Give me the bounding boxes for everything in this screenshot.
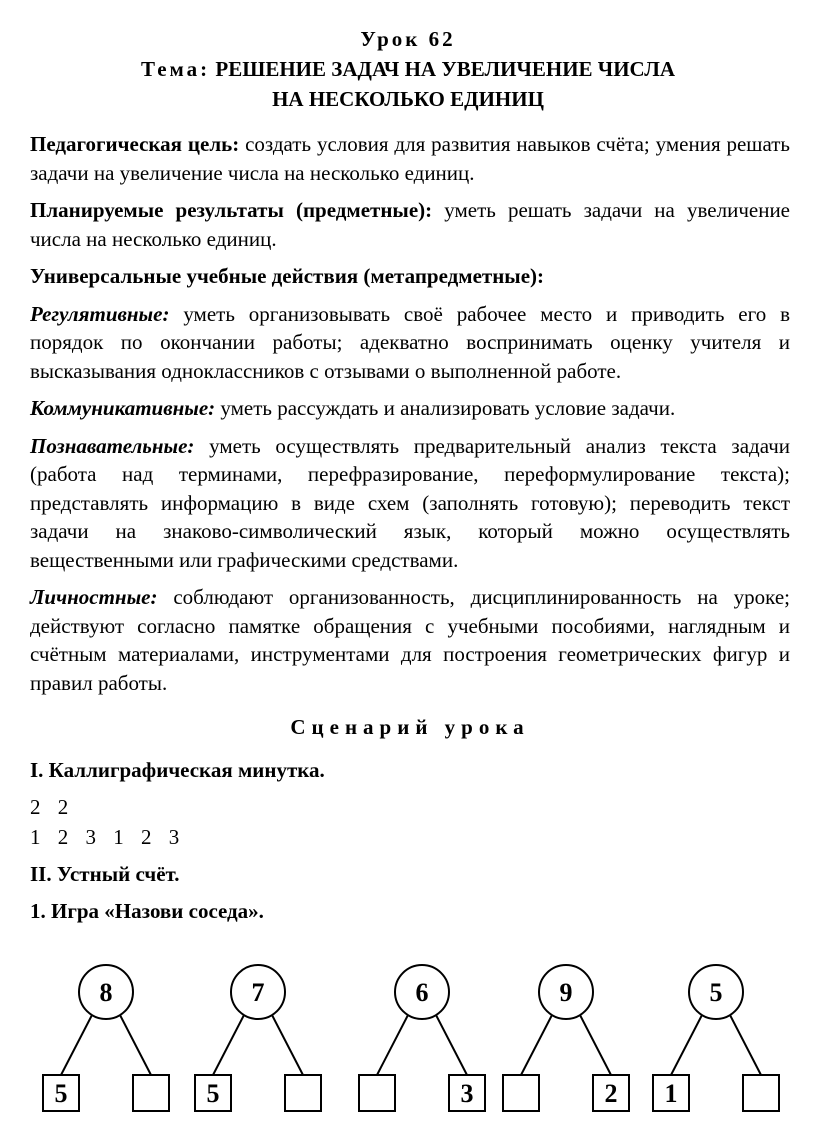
lesson-number: Урок 62 — [360, 27, 456, 51]
tree-edge-right — [580, 1015, 611, 1075]
tree-edge-left — [61, 1015, 92, 1075]
planned-results — [30, 196, 790, 253]
lesson-body — [30, 130, 790, 933]
section-calligraphy: I. Каллиграфическая минутка. — [30, 757, 325, 782]
communicative-text: уметь рассуждать и анализировать условие задачи. — [220, 396, 676, 420]
tree-edge-right — [272, 1015, 303, 1075]
personal-label: Личностные: — [30, 585, 158, 609]
personal-text: соблюдают организованность, дисциплинированность на уроке; действуют согласно памятке обращения с учебными пособиями, наглядным и счётным материалами, инструментами для построения геометрических фигур и правил работы. — [30, 585, 790, 695]
tree-edge-left — [521, 1015, 552, 1075]
tree-3 — [359, 965, 485, 1111]
section-oral-count: II. Устный счёт. — [30, 862, 180, 886]
communicative-label: Коммуникативные: — [30, 396, 216, 420]
personal — [30, 583, 790, 697]
communicative — [30, 394, 790, 423]
tree-edge-left — [671, 1015, 702, 1075]
tree-5 — [653, 965, 779, 1111]
title-block — [0, 24, 816, 114]
cognitive — [30, 432, 790, 575]
tree-edge-left — [377, 1015, 408, 1075]
uud-heading — [30, 262, 790, 291]
cognitive-label: Познавательные: — [30, 433, 195, 458]
tree-box-number-right: 2 — [604, 1079, 618, 1108]
lesson-topic-line2: НА НЕСКОЛЬКО ЕДИНИЦ — [272, 87, 544, 111]
tree-box-left[interactable] — [503, 1075, 539, 1111]
lesson-topic-line1 — [0, 54, 816, 84]
digits-line-2: 1 2 3 1 2 3 — [30, 825, 180, 849]
regulative — [30, 300, 790, 386]
cognitive-text: уметь осуществлять предварительный анализ текста задачи (работа над терминами, перефразирование, переформулирование текста); представлять информацию в виде схем (заполнять готовую); переводить текст задачи на знаково-символический язык, который можно осуществлять вещественными или графическими средствами. — [30, 433, 791, 572]
tree-box-left[interactable] — [359, 1075, 395, 1111]
scenario-title: Сценарий урока — [290, 715, 530, 739]
tree-box-number-left: 5 — [206, 1079, 220, 1108]
tree-top-number: 5 — [709, 978, 723, 1007]
tree-1 — [43, 965, 169, 1111]
number-neighbors-diagram — [0, 950, 816, 1130]
tree-edge-right — [730, 1015, 761, 1075]
pedagogical-goal-label: Педагогическая цель: — [30, 132, 240, 156]
tree-top-number: 6 — [415, 978, 429, 1007]
tree-edge-right — [436, 1015, 467, 1075]
tree-top-number: 8 — [99, 978, 113, 1007]
tree-box-right[interactable] — [285, 1075, 321, 1111]
planned-results-label: Планируемые результаты (предметные): — [30, 198, 433, 222]
tree-top-number: 9 — [559, 978, 573, 1007]
topic-prefix: Тема: — [140, 57, 211, 81]
planned-results-text: уметь решать задачи на увеличение числа на несколько единиц. — [30, 198, 790, 251]
tree-4 — [503, 965, 629, 1111]
regulative-text: уметь организовывать своё рабочее место и приводить его в порядок по окончании работы; адекватно воспринимать оценку учителя и высказывания одноклассников с отзывами о выполненной работе. — [30, 301, 790, 383]
tree-edge-left — [213, 1015, 244, 1075]
game-title: 1. Игра «Назови соседа». — [30, 898, 264, 923]
pedagogical-goal-text: создать условия для развития навыков счёта; умения решать задачи на увеличение числа на несколько единиц. — [30, 132, 791, 185]
tree-box-right[interactable] — [743, 1075, 779, 1111]
uud-label: Универсальные учебные действия (метапредметные): — [30, 264, 545, 288]
tree-edge-right — [120, 1015, 151, 1075]
tree-box-number-left: 1 — [664, 1079, 678, 1108]
tree-top-number: 7 — [251, 978, 265, 1007]
pedagogical-goal — [30, 130, 790, 187]
topic-text: РЕШЕНИЕ ЗАДАЧ НА УВЕЛИЧЕНИЕ ЧИСЛА — [215, 57, 676, 81]
tree-box-number-right: 3 — [460, 1079, 474, 1108]
digits-line-1: 2 2 — [30, 795, 69, 819]
tree-box-right[interactable] — [133, 1075, 169, 1111]
tree-box-number-left: 5 — [54, 1079, 68, 1108]
regulative-label: Регулятивные: — [30, 301, 170, 326]
tree-2 — [195, 965, 321, 1111]
